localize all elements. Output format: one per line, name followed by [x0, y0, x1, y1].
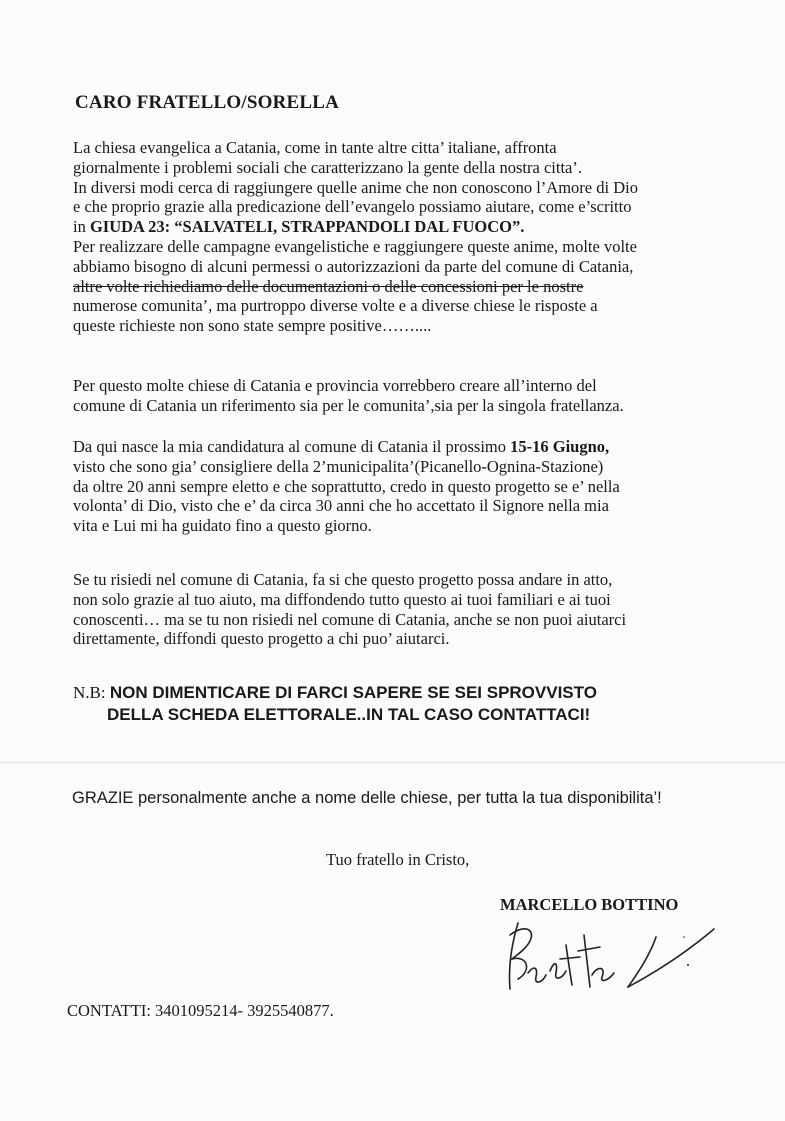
text-line: conoscenti… ma se tu non risiedi nel comune di Catania, anche se non puoi aiutarci — [73, 609, 627, 629]
text-line: In diversi modi cerca di raggiungere quelle anime che non conoscono l’Amore di Dio — [73, 177, 638, 197]
text-line: Se tu risiedi nel comune di Catania, fa si che questo progetto possa andare in atto, — [73, 570, 613, 589]
text-line: e che proprio grazie alla predicazione dell’evangelo possiamo aiutare, come e’scritto — [73, 197, 632, 217]
text-line: La chiesa evangelica a Catania, come in tante altre citta’ italiane, affronta — [73, 138, 557, 157]
election-date: 15-16 Giugno, — [510, 437, 610, 456]
text-line: numerose comunita’, ma purtroppo diverse volte e a diverse chiese le risposte a — [73, 296, 598, 316]
signer-name: MARCELLO BOTTINO — [500, 895, 679, 914]
nb-text-line2: DELLA SCHEDA ELETTORALE..IN TAL CASO CONTATTACI! — [107, 705, 591, 724]
text-line: Per realizzare delle campagne evangelistiche e raggiungere queste anime, molte volte — [73, 236, 637, 256]
text-line: visto che sono gia’ consigliere della 2’municipalita’(Picanello-Ognina-Stazione) — [73, 456, 604, 476]
text-line: non solo grazie al tuo aiuto, ma diffondendo tutto questo ai tuoi familiari e ai tuoi — [73, 589, 611, 609]
text-fragment: Da qui nasce la mia candidatura al comune di Catania il prossimo — [73, 437, 511, 456]
struck-text-line: altre volte richiediamo delle documentazioni o delle concessioni per le nostre — [73, 276, 584, 296]
letter-heading: CARO FRATELLO/SORELLA — [75, 92, 340, 113]
paragraph-appeal — [73, 570, 713, 649]
paragraph-candidacy — [73, 437, 713, 536]
contact-numbers: CONTATTI: 3401095214- 3925540877. — [67, 1001, 334, 1020]
text-fragment: in — [73, 217, 90, 237]
paragraph-reference — [73, 376, 713, 416]
text-line: abbiamo bisogno di alcuni permessi o autorizzazioni da parte del comune di Catania, — [73, 256, 634, 276]
closing-salutation: Tuo fratello in Cristo, — [326, 850, 470, 869]
text-line: volonta’ di Dio, visto che e’ da circa 30 anni che ho accettato il Signore nella mia — [73, 496, 609, 516]
scripture-reference: GIUDA 23: “SALVATELI, STRAPPANDOLI DAL FUOCO”. — [89, 217, 525, 237]
text-line-date — [73, 437, 713, 457]
text-line: direttamente, diffondi questo progetto a chi puo’ aiutarci. — [73, 629, 450, 649]
text-line: queste richieste non sono state sempre positive…….... — [73, 316, 432, 336]
paragraph-campaigns — [73, 138, 713, 336]
nb-label: N.B: — [73, 683, 110, 702]
text-line: da oltre 20 anni sempre eletto e che soprattutto, credo in questo progetto se e’ nella — [73, 476, 620, 496]
thanks-line: GRAZIE personalmente anche a nome delle chiese, per tutta la tua disponibilita’! — [72, 789, 662, 807]
text-line: vita e Lui mi ha guidato fino a questo giorno. — [73, 516, 372, 536]
scan-artifact-line — [0, 762, 785, 763]
text-line: giornalmente i problemi sociali che caratterizzano la gente della nostra citta’. — [73, 157, 582, 177]
handwritten-signature — [488, 915, 728, 1000]
text-line: comune di Catania un riferimento sia per le comunita’,sia per la singola fratellanza. — [73, 395, 624, 415]
nota-bene — [73, 682, 597, 726]
text-line: Per questo molte chiese di Catania e provincia vorrebbero creare all’interno del — [73, 376, 597, 395]
nb-text-line1: NON DIMENTICARE DI FARCI SAPERE SE SEI SPROVVISTO — [109, 683, 597, 702]
text-line-scripture — [73, 217, 713, 237]
